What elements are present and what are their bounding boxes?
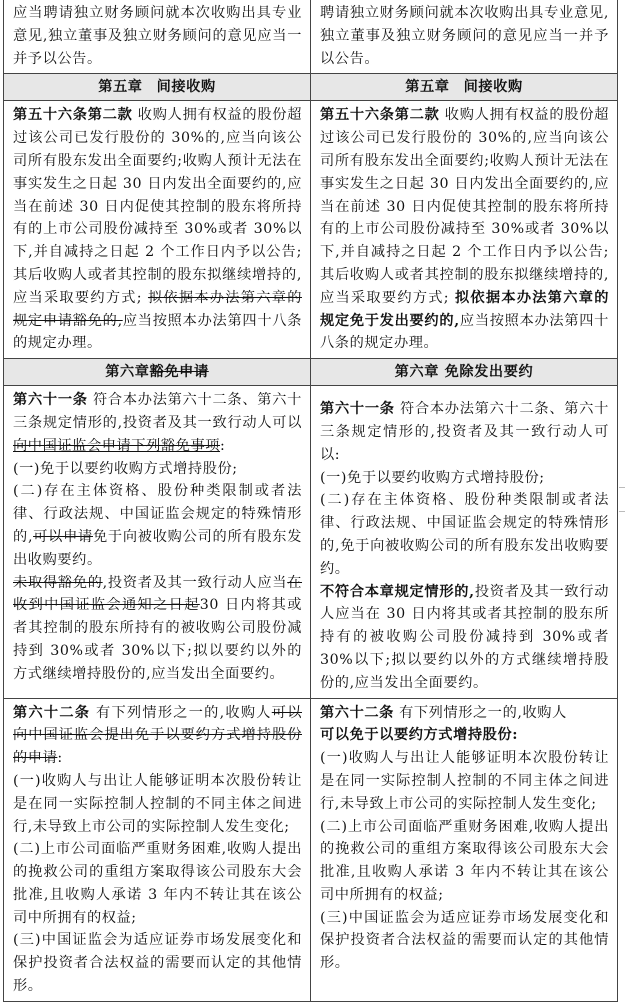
list-item: (一)免于以要约收购方式增持股份; bbox=[320, 469, 545, 486]
art61-left bbox=[4, 386, 311, 698]
article-label: 第六十二条 bbox=[13, 704, 91, 721]
chapter-title: 第六章 免除发出要约 bbox=[394, 363, 534, 380]
item-text: (二)存在主体资格、股份种类限制或者法律、行政法规、中国证监会规定的特殊情形的, bbox=[13, 483, 302, 545]
list-item: (一)收购人与出让人能够证明本次股份转让是在同一实际控制人控制的不同主体之间进行,未导致上市公司的实际控制人发生变化; bbox=[320, 750, 609, 812]
paragraph bbox=[13, 702, 302, 770]
punctuation: : bbox=[57, 750, 63, 767]
deleted-text: 未取得豁免的 bbox=[13, 574, 103, 591]
paragraph bbox=[13, 389, 302, 457]
chapter5-header-right bbox=[311, 74, 618, 101]
deleted-text: 拟依据本办法第六章的规定申请豁免的, bbox=[13, 289, 302, 329]
edge-mark bbox=[619, 487, 625, 488]
paragraph bbox=[320, 398, 609, 466]
list-item: (三)中国证监会为适应证券市场发展变化和保护投资者合法权益的需要而认定的其他情形。 bbox=[320, 909, 609, 972]
added-text: 拟依据本办法第六章的规定免于发出要约的, bbox=[320, 289, 609, 329]
list-item: (二)上市公司面临严重财务困难,收购人提出的挽救公司的重组方案取得该公司股东大会批准,且收购人承诺 3 年内不转让其在该公司中所拥有的权益; bbox=[320, 818, 609, 903]
article-body: 收购人拥有权益的股份超过该公司已发行股份的 30%的,应当向该公司所有股东发出全面要约;收购人预计无法在事实发生之日起 30 日内发出全面要约的,应当在前述 30 日内促使其控制的股东将所持有的上市公司股份减持至 30%或者 30%以下,并自减持之日起 2 个工作日内予以公告;其后收购人或者其控制的股东拟继续增持的,应当采取要约方式; bbox=[320, 107, 609, 306]
article-body: 收购人拥有权益的股份超过该公司已发行股份的 30%的,应当向该公司所有股东发出全面要约;收购人预计无法在事实发生之日起 30 日内发出全面要约的,应当在前述 30 日内促使其控制的股东将所持有的上市公司股份减持至 30%或者 30%以下,并自减持之日起 2 个工作日内予以公告;其后收购人或者其控制的股东拟继续增持的,应当采取要约方式; bbox=[13, 107, 302, 306]
chapter6-header-right bbox=[311, 359, 618, 386]
list-item bbox=[13, 480, 302, 571]
article-tail: 应当按照本办法第四十八条的规定办理。 bbox=[13, 312, 302, 352]
article-intro: 有下列情形之一的,收购人 bbox=[399, 704, 567, 721]
art62-right bbox=[311, 698, 618, 1001]
deleted-text: 可以向中国证监会提出免于以要约方式增持股份的申请 bbox=[13, 704, 302, 767]
deleted-text: 在收到中国证监会通知之日起 bbox=[13, 574, 303, 614]
art56-left bbox=[4, 101, 311, 359]
chapter-title: 间接收购 bbox=[156, 78, 216, 95]
article-intro: 符合本办法第六十二条、第六十三条规定情形的,投资者及其一致行动人可以: bbox=[320, 401, 609, 463]
left-cell bbox=[4, 0, 311, 74]
paragraph-text: ,投资者及其一致行动人应当 bbox=[102, 574, 288, 591]
list-item: (二)存在主体资格、股份种类限制或者法律、行政法规、中国证监会规定的特殊情形的,免于向被收购公司的所有股东发出收购要约。 bbox=[320, 492, 609, 577]
chapter-number: 第六章 bbox=[105, 363, 150, 380]
list-item: (一)收购人与出让人能够证明本次股份转让是在同一实际控制人控制的不同主体之间进行,未导致上市公司的实际控制人发生变化; bbox=[13, 772, 302, 835]
list-item: (一)免于以要约收购方式增持股份; bbox=[13, 460, 238, 477]
table-row bbox=[4, 386, 618, 698]
left-text: 应当聘请独立财务顾问就本次收购出具专业意见,独立董事及独立财务顾问的意见应当一并予以公告。 bbox=[13, 5, 302, 67]
chapter-header-row bbox=[4, 74, 618, 101]
art62-left bbox=[4, 698, 311, 1001]
article-label: 第六十一条 bbox=[320, 401, 395, 418]
list-item: (三)中国证监会为适应证券市场发展变化和保护投资者合法权益的需要而认定的其他情形。 bbox=[13, 932, 302, 995]
table-row bbox=[4, 101, 618, 359]
chapter6-header-left bbox=[4, 359, 311, 386]
chapter-number: 第五章 bbox=[405, 78, 450, 95]
chapter-title: 间接收购 bbox=[463, 78, 523, 95]
article-intro: 符合本办法第六十二条、第六十三条规定情形的,投资者及其一致行动人可以 bbox=[13, 392, 302, 431]
paragraph bbox=[320, 702, 609, 748]
chapter5-header-left bbox=[4, 74, 311, 101]
art56-right bbox=[311, 101, 618, 359]
paragraph bbox=[320, 581, 609, 695]
paragraph-text: 30 日内将其或者其控制的股东所持有的被收购公司股份减持到 30%或者 30%以下;拟以要约以外的方式继续增持股份的,应当发出全面要约。 bbox=[13, 597, 302, 682]
deleted-text: 可以申请 bbox=[33, 528, 93, 545]
edge-mark bbox=[619, 511, 625, 512]
right-text: 聘请独立财务顾问就本次收购出具专业意见,独立董事及独立财务顾问的意见应当一并予以公告。 bbox=[320, 5, 609, 67]
article-intro: 有下列情形之一的,收购人 bbox=[96, 704, 272, 721]
right-cell bbox=[311, 0, 618, 74]
item-text: 免于向被收购公司的所有股东发出收购要约。 bbox=[13, 528, 302, 568]
deleted-text: 向中国证监会申请下列豁免事项 bbox=[13, 437, 221, 454]
paragraph bbox=[13, 572, 302, 686]
article-label: 第五十六条第二款 bbox=[13, 107, 133, 124]
added-text: 不符合本章规定情形的, bbox=[320, 583, 475, 600]
paragraph-text: 投资者及其一致行动人应当在 30 日内将其或者其控制的股东所持有的被收购公司股份减持到 30%或者 30%以下;拟以要约以外的方式继续增持股份的,应当发出全面要约。 bbox=[320, 583, 609, 691]
comparison-table bbox=[3, 0, 618, 1002]
table-row bbox=[4, 0, 618, 74]
art61-right bbox=[311, 386, 618, 698]
list-item: (二)上市公司面临严重财务困难,收购人提出的挽救公司的重组方案取得该公司股东大会批准,且收购人承诺 3 年内不转让其在该公司中所拥有的权益; bbox=[13, 841, 302, 926]
punctuation: : bbox=[220, 437, 226, 454]
article-label: 第六十二条 bbox=[320, 704, 394, 721]
article-label: 第五十六条第二款 bbox=[320, 107, 440, 124]
chapter-number: 第五章 bbox=[98, 78, 143, 95]
added-text: 可以免于以要约方式增持股份: bbox=[320, 727, 519, 744]
deleted-text: 豁免申请 bbox=[149, 363, 209, 380]
table-row bbox=[4, 698, 618, 1001]
chapter-header-row bbox=[4, 359, 618, 386]
article-label: 第六十一条 bbox=[13, 392, 88, 409]
article-tail: 应当按照本办法第四十八条的规定办理。 bbox=[320, 312, 609, 352]
